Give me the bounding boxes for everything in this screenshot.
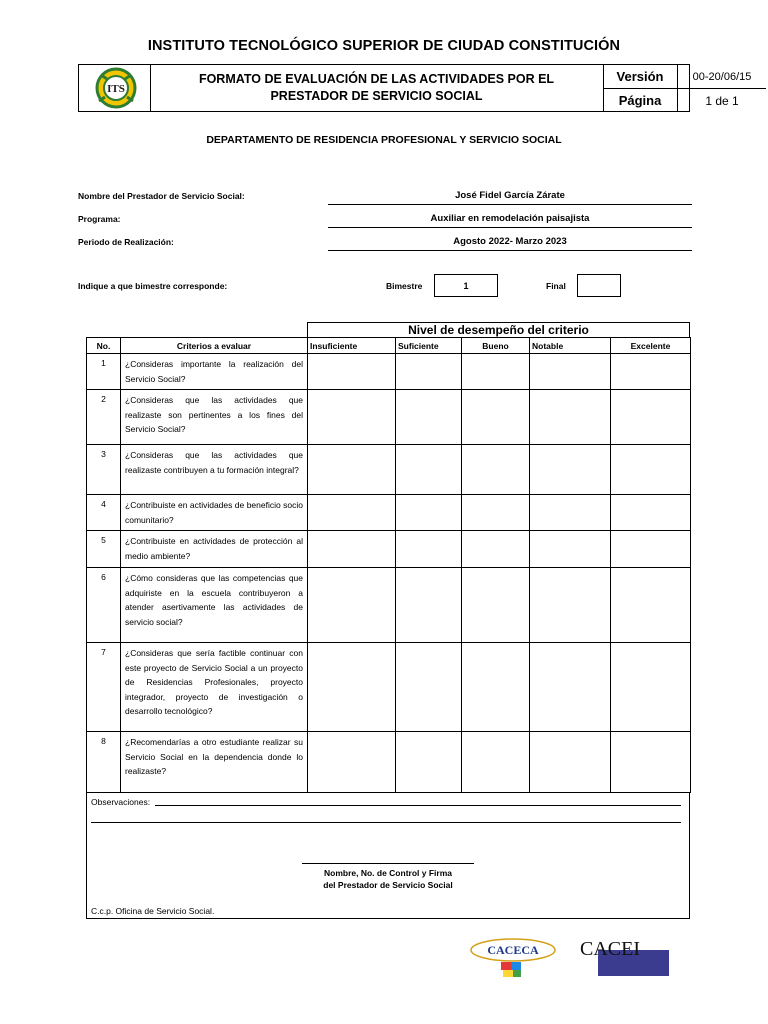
bimestre-label: Bimestre [386, 281, 423, 291]
rating-cell[interactable] [308, 643, 396, 732]
table-row [87, 445, 691, 495]
observations-label: Observaciones: [91, 797, 151, 807]
rating-cell[interactable] [462, 643, 530, 732]
observations-box [86, 792, 690, 919]
criterion-text: ¿Consideras que las actividades que realizaste son pertinentes a los fines del Servicio Social? [121, 390, 308, 445]
final-label: Final [546, 281, 566, 291]
col-level-insuficiente: Insuficiente [308, 338, 396, 354]
table-row [87, 732, 691, 793]
institute-title: INSTITUTO TECNOLÓGICO SUPERIOR DE CIUDAD CONSTITUCIÓN [147, 38, 621, 54]
col-level-notable: Notable [530, 338, 611, 354]
page-label: Página [603, 88, 678, 111]
table-row [87, 390, 691, 445]
format-title [150, 65, 604, 111]
rating-cell[interactable] [396, 732, 462, 793]
caceca-logo-text: CACECA [487, 943, 539, 957]
rating-cell[interactable] [462, 495, 530, 531]
table-row [87, 531, 691, 568]
rating-cell[interactable] [611, 354, 691, 390]
rating-cell[interactable] [530, 643, 611, 732]
its-logo [79, 65, 151, 111]
rating-cell[interactable] [530, 354, 611, 390]
its-logo-text: ITS [107, 83, 125, 95]
bimestre-question: Indique a que bimestre corresponde: [78, 281, 228, 291]
rating-cell[interactable] [611, 568, 691, 643]
row-number: 6 [87, 568, 121, 643]
row-number: 3 [87, 445, 121, 495]
row-number: 5 [87, 531, 121, 568]
observations-line[interactable] [91, 822, 681, 823]
rating-cell[interactable] [396, 531, 462, 568]
cacei-logo [578, 936, 672, 980]
rating-cell[interactable] [396, 390, 462, 445]
rating-cell[interactable] [462, 732, 530, 793]
evaluation-table [86, 337, 691, 793]
name-value[interactable]: José Fidel García Zárate [328, 190, 692, 205]
table-row [87, 354, 691, 390]
rating-cell[interactable] [396, 643, 462, 732]
criterion-text: ¿Recomendarías a otro estudiante realizar su Servicio Social en la dependencia donde lo realizaste? [121, 732, 308, 793]
format-title-line2: PRESTADOR DE SERVICIO SOCIAL [270, 89, 483, 103]
document-header [78, 64, 752, 112]
signature-caption-line1: Nombre, No. de Control y Firma [324, 868, 452, 878]
period-value[interactable]: Agosto 2022- Marzo 2023 [328, 236, 692, 251]
col-level-suficiente: Suficiente [396, 338, 462, 354]
criterion-text: ¿Consideras que sería factible continuar con este proyecto de Servicio Social a un proyecto de Residencias Profesionales, proyecto integrador, proyecto de investigación o desarrollo tecnológico? [121, 643, 308, 732]
row-number: 2 [87, 390, 121, 445]
name-label: Nombre del Prestador de Servicio Social: [78, 191, 245, 201]
rating-cell[interactable] [308, 354, 396, 390]
signature-line[interactable] [302, 863, 474, 864]
rating-cell[interactable] [611, 732, 691, 793]
department-title: DEPARTAMENTO DE RESIDENCIA PROFESIONAL Y SERVICIO SOCIAL [206, 134, 562, 146]
criterion-text: ¿Consideras que las actividades que realizaste contribuyen a tu formación integral? [121, 445, 308, 495]
table-row [87, 568, 691, 643]
rating-cell[interactable] [462, 531, 530, 568]
rating-cell[interactable] [396, 445, 462, 495]
col-criteria-header: Criterios a evaluar [121, 338, 308, 354]
final-input[interactable] [577, 274, 621, 297]
performance-level-title: Nivel de desempeño del criterio [307, 322, 690, 337]
page-value: 1 de 1 [678, 88, 766, 112]
observations-line[interactable] [155, 805, 681, 806]
criterion-text: ¿Cómo consideras que las competencias que adquiriste en la escuela contribuyeron a atender asertivamente las actividades de servicio social? [121, 568, 308, 643]
table-header-row [87, 338, 691, 354]
cacei-logo-text: CACEI [580, 938, 640, 960]
criterion-text: ¿Contribuiste en actividades de beneficio socio comunitario? [121, 495, 308, 531]
format-title-line1: FORMATO DE EVALUACIÓN DE LAS ACTIVIDADES POR EL [198, 72, 555, 86]
rating-cell[interactable] [530, 568, 611, 643]
caceca-logo-graphic [468, 934, 558, 982]
ccp-note: C.c.p. Oficina de Servicio Social. [91, 906, 215, 916]
rating-cell[interactable] [462, 390, 530, 445]
table-row [87, 495, 691, 531]
rating-cell[interactable] [611, 643, 691, 732]
rating-cell[interactable] [611, 495, 691, 531]
rating-cell[interactable] [308, 531, 396, 568]
criterion-text: ¿Consideras importante la realización del Servicio Social? [121, 354, 308, 390]
row-number: 1 [87, 354, 121, 390]
caceca-logo [468, 934, 558, 982]
col-level-bueno: Bueno [462, 338, 530, 354]
rating-cell[interactable] [530, 390, 611, 445]
rating-cell[interactable] [611, 531, 691, 568]
criterion-text: ¿Contribuiste en actividades de protección al medio ambiente? [121, 531, 308, 568]
rating-cell[interactable] [308, 568, 396, 643]
period-label: Periodo de Realización: [78, 237, 174, 247]
row-number: 7 [87, 643, 121, 732]
its-logo-graphic [79, 65, 150, 111]
rating-cell[interactable] [530, 531, 611, 568]
version-value: 00-20/06/15 [692, 70, 752, 83]
bimestre-input[interactable]: 1 [434, 274, 498, 297]
rating-cell[interactable] [308, 732, 396, 793]
rating-cell[interactable] [530, 732, 611, 793]
signature-caption [280, 867, 496, 891]
rating-cell[interactable] [462, 354, 530, 390]
col-no-header: No. [87, 338, 121, 354]
table-row [87, 643, 691, 732]
row-number: 4 [87, 495, 121, 531]
rating-cell[interactable] [396, 568, 462, 643]
rating-cell[interactable] [396, 354, 462, 390]
program-value[interactable]: Auxiliar en remodelación paisajista [328, 213, 692, 228]
rating-cell[interactable] [462, 568, 530, 643]
rating-cell[interactable] [611, 390, 691, 445]
signature-caption-line2: del Prestador de Servicio Social [323, 880, 453, 890]
rating-cell[interactable] [530, 445, 611, 495]
rating-cell[interactable] [308, 445, 396, 495]
rating-cell[interactable] [396, 495, 462, 531]
row-number: 8 [87, 732, 121, 793]
program-label: Programa: [78, 214, 121, 224]
rating-cell[interactable] [462, 445, 530, 495]
version-label: Versión [603, 65, 678, 88]
col-level-excelente: Excelente [611, 338, 691, 354]
rating-cell[interactable] [611, 445, 691, 495]
rating-cell[interactable] [308, 390, 396, 445]
rating-cell[interactable] [530, 495, 611, 531]
rating-cell[interactable] [308, 495, 396, 531]
